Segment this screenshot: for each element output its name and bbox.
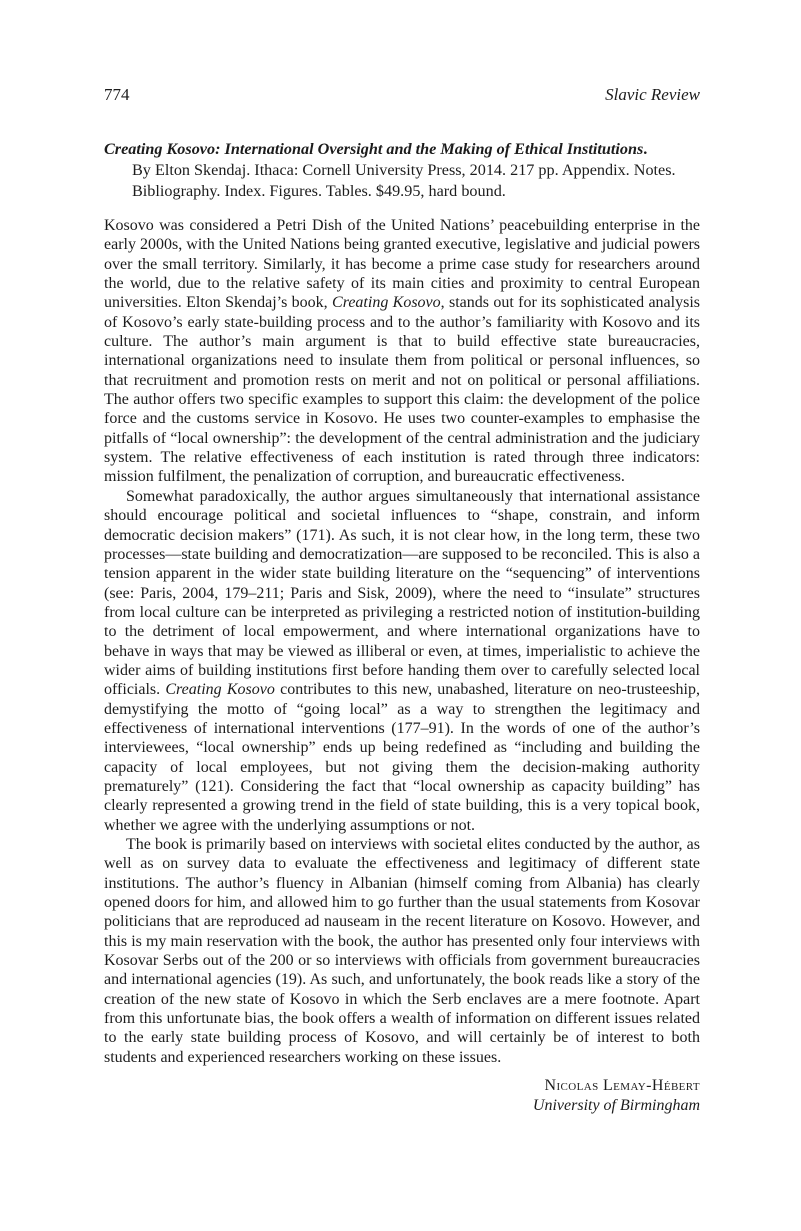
- reviewer-name: Nicolas Lemay-Hébert: [544, 1077, 700, 1095]
- text-segment-italic: Creating Kosovo: [332, 294, 441, 312]
- text-segment-italic: Creating Kosovo: [165, 681, 275, 699]
- book-citation: [104, 139, 700, 202]
- paragraph: [104, 835, 700, 1067]
- reviewer-affiliation: University of Birmingham: [532, 1097, 700, 1115]
- text-segment: Kosovo was considered a Petri Dish of the United Nations’ peacebuilding enterprise in the early 2000s, with the United Nations being granted executive, legislative and judicial powers over the small territory. Similarly, it has become a prime case study for researchers around the world, due to the relative safety of its main cities and proximity to central European universities. Elton Skendaj’s book,: [104, 217, 700, 312]
- citation-text: By Elton Skendaj. Ithaca: Cornell University Press, 2014. 217 pp. Appendix. Notes. Bibliography. Index. Figures. Tables. $49.95, hard bound.: [132, 161, 676, 200]
- text-segment: The book is primarily based on interviews with societal elites conducted by the author, as well as on survey data to evaluate the effectiveness and legitimacy of different state institutions. The author’s fluency in Albanian (himself coming from Albania) has clearly opened doors for him, and allowed him to go further than the usual statements from Kosovar politicians that are reproduced ad nauseam in the recent literature on Kosovo. However, and this is my main reservation with the book, the author has presented only four interviews with Kosovar Serbs out of the 200 or so interviews with officials from government bureaucracies and international agencies (19). As such, and unfortunately, the book reads like a story of the creation of the new state of Kosovo in which the Serb enclaves are a mere footnote. Apart from this unfortunate bias, the book offers a wealth of information on different issues related to the early state building process of Kosovo, and will certainly be of interest to both students and experienced researchers working on these issues.: [104, 836, 700, 1066]
- paragraph: [104, 487, 700, 835]
- book-title: Creating Kosovo: International Oversight and the Making of Ethical Institutions: [104, 140, 644, 158]
- review-body: [104, 216, 700, 1067]
- book-title-period: .: [643, 140, 648, 158]
- page-number: 774: [104, 85, 130, 104]
- text-segment: , stands out for its sophisticated analysis of Kosovo’s early state-building process and to the author’s familiarity with Kosovo and its culture. The author’s main argument is that to build effective state bureaucracies, international organizations need to insulate them from political or personal influences, so that recruitment and promotion rests on merit and not on political or personal affiliations. The author offers two specific examples to support this claim: the development of the police force and the customs service in Kosovo. He uses two counter-examples to emphasise the pitfalls of “local ownership”: the development of the central administration and the judiciary system. The relative effectiveness of each institution is rated through three indicators: mission fulfilment, the penalization of corruption, and bureaucratic effectiveness.: [104, 294, 700, 486]
- page-header: [104, 85, 700, 105]
- paragraph: [104, 216, 700, 487]
- text-segment: contributes to this new, unabashed, literature on neo-trusteeship, demystifying the motto of “going local” as a way to strengthen the legitimacy and effectiveness of international interventions (177–91). In the words of one of the author’s interviewees, “local ownership” ends up being redefined as “including and building the capacity of local employees, but not giving them the decision-making authority prematurely” (121). Considering the fact that “local ownership as capacity building” has clearly represented a growing trend in the field of state building, this is a very topical book, whether we agree with the underlying assumptions or not.: [104, 681, 700, 834]
- text-segment: Somewhat paradoxically, the author argues simultaneously that international assistance should encourage political and societal influences to “shape, constrain, and inform democratic decision makers” (171). As such, it is not clear how, in the long term, these two processes—state building and democratization—are supposed to be reconciled. This is also a tension apparent in the wider state building literature on the “sequencing” of interventions (see: Paris, 2004, 179–211; Paris and Sisk, 2009), where the need to “insulate” structures from local culture can be interpreted as privileging a restricted notion of institution-building to the detriment of local empowerment, and where international organizations have to behave in ways that may be viewed as illiberal or even, at times, imperialistic to achieve the wider aims of building institutions first before handing them over to carefully selected local officials.: [104, 487, 700, 699]
- journal-title: Slavic Review: [605, 85, 700, 104]
- reviewer-signature: [104, 1076, 700, 1116]
